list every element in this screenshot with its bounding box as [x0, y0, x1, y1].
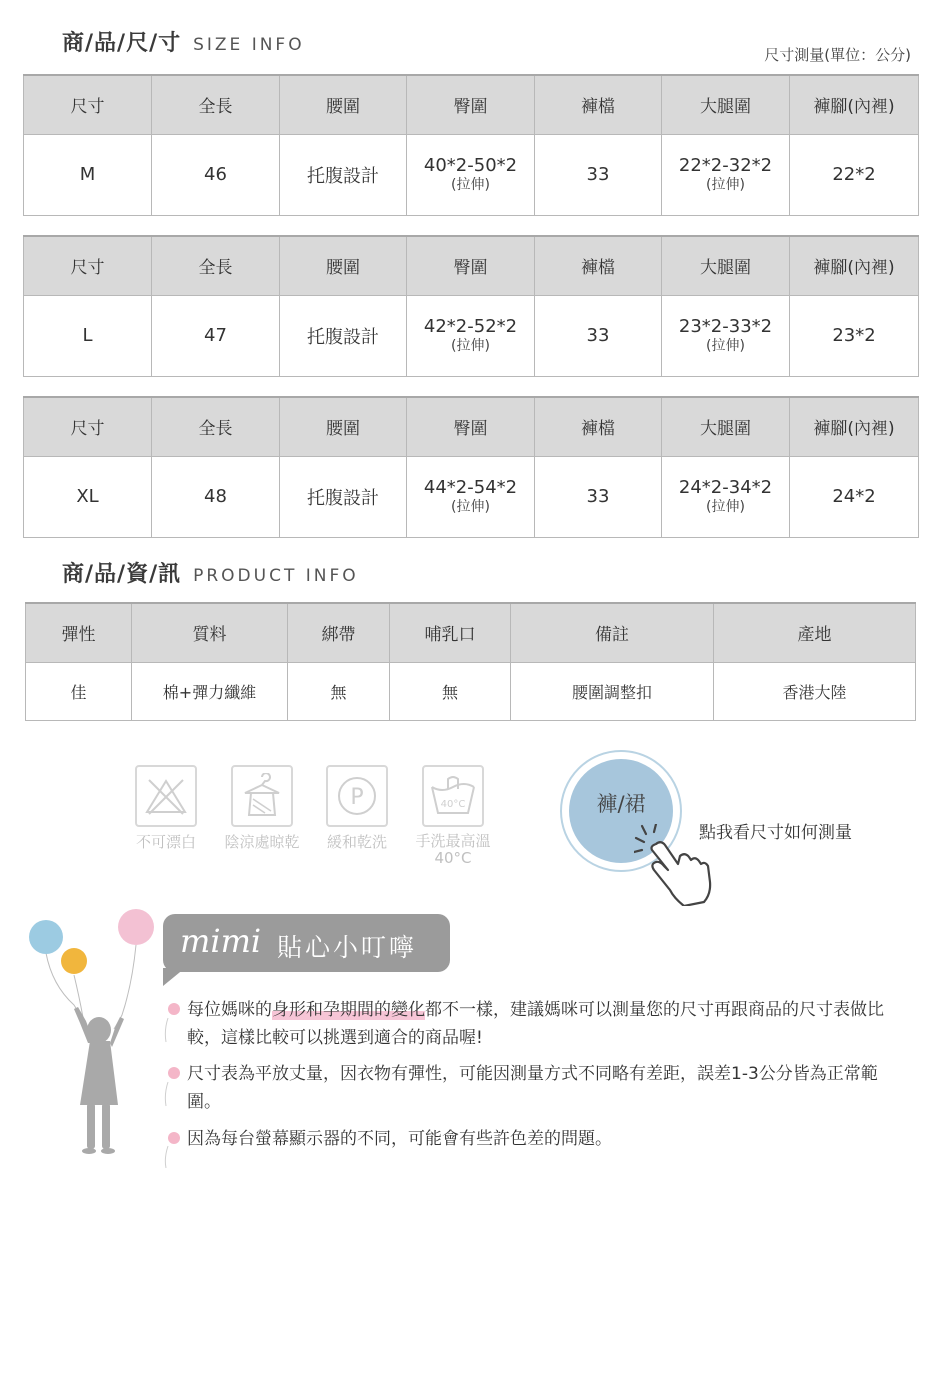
col-rise: 褲檔	[535, 236, 662, 295]
material-cell: 棉+彈力纖維	[132, 662, 288, 720]
length-cell: 48	[152, 456, 280, 537]
col-size: 尺寸	[24, 397, 152, 456]
thigh-value: 23*2-33*2	[678, 315, 773, 337]
size-table-xl	[23, 396, 919, 538]
care-hand-wash	[408, 765, 498, 867]
hip-note: (拉伸)	[451, 498, 490, 515]
thigh-value: 24*2-34*2	[678, 476, 773, 498]
tips-connector	[162, 1010, 174, 1170]
size-table-header-row	[24, 75, 919, 134]
col-length: 全長	[152, 75, 280, 134]
wash-temp: 40°C	[440, 799, 466, 810]
col-thigh: 大腿圍	[662, 75, 790, 134]
col-hem: 褲腳(內裡)	[790, 75, 919, 134]
table-row	[24, 134, 919, 215]
hip-cell	[407, 295, 535, 376]
col-origin: 產地	[714, 603, 916, 662]
product-info-title: 商/品/資/訊	[62, 562, 182, 587]
hem-cell: 24*2	[790, 456, 919, 537]
hip-cell	[407, 134, 535, 215]
hip-value: 44*2-54*2	[423, 476, 518, 498]
care-hang-dry	[216, 765, 308, 852]
col-elasticity: 彈性	[26, 603, 132, 662]
care-label: 手洗最高溫	[415, 832, 491, 850]
table-row	[26, 662, 916, 720]
hip-cell	[407, 456, 535, 537]
col-waist: 腰圍	[280, 236, 407, 295]
hip-note: (拉伸)	[451, 337, 490, 354]
table-row	[24, 295, 919, 376]
care-label-temp: 40°C	[434, 849, 472, 867]
svg-text:P: P	[350, 785, 364, 810]
col-hem: 褲腳(內裡)	[790, 397, 919, 456]
hip-value: 42*2-52*2	[423, 315, 518, 337]
rise-cell: 33	[535, 456, 662, 537]
tip1-part-a: 每位媽咪的	[187, 1000, 272, 1020]
col-material: 質料	[132, 603, 288, 662]
size-cell: XL	[24, 456, 152, 537]
bubble-tail	[163, 968, 185, 986]
size-table-m	[23, 74, 919, 216]
rise-cell: 33	[535, 295, 662, 376]
thigh-note: (拉伸)	[706, 176, 745, 193]
tip-item	[168, 1125, 908, 1153]
col-hip: 臀圍	[407, 75, 535, 134]
tip-text: 因為每台螢幕顯示器的不同，可能會有些許色差的問題。	[187, 1129, 612, 1149]
gentle-dry-clean-icon	[326, 765, 388, 827]
tips-title: 貼心小叮嚀	[277, 933, 418, 962]
col-length: 全長	[152, 236, 280, 295]
origin-cell: 香港大陸	[714, 662, 916, 720]
waist-cell: 托腹設計	[280, 456, 407, 537]
thigh-cell	[662, 456, 790, 537]
table-row	[24, 456, 919, 537]
thigh-note: (拉伸)	[706, 498, 745, 515]
tie-cell: 無	[288, 662, 390, 720]
col-tie: 綁帶	[288, 603, 390, 662]
hang-dry-shade-icon	[231, 765, 293, 827]
waist-cell: 托腹設計	[280, 295, 407, 376]
col-thigh: 大腿圍	[662, 397, 790, 456]
product-info-table	[25, 602, 916, 721]
waist-cell: 托腹設計	[280, 134, 407, 215]
col-thigh: 大腿圍	[662, 236, 790, 295]
remarks-cell: 腰圍調整扣	[511, 662, 714, 720]
nursing-cell: 無	[390, 662, 511, 720]
hem-cell: 23*2	[790, 295, 919, 376]
hand-wash-40-icon	[422, 765, 484, 827]
care-no-bleach	[128, 765, 204, 852]
care-gentle-dry-clean	[320, 765, 394, 852]
size-table-header-row	[24, 236, 919, 295]
how-to-measure-link[interactable]: 點我看尺寸如何測量	[699, 823, 852, 843]
col-waist: 腰圍	[280, 75, 407, 134]
tip1-highlight: 身形和孕期間的變化	[272, 1000, 425, 1020]
hip-value: 40*2-50*2	[423, 154, 518, 176]
tip-item	[168, 1060, 908, 1116]
thigh-cell	[662, 134, 790, 215]
size-info-title: 商/品/尺/寸	[62, 31, 182, 56]
thigh-cell	[662, 295, 790, 376]
pink-balloon-icon	[118, 909, 154, 945]
col-rise: 褲檔	[535, 397, 662, 456]
size-table-header-row	[24, 397, 919, 456]
col-nursing: 哺乳口	[390, 603, 511, 662]
girl-balloons-illustration	[22, 905, 162, 1170]
col-length: 全長	[152, 397, 280, 456]
col-size: 尺寸	[24, 75, 152, 134]
care-label: 陰涼處晾乾	[224, 833, 300, 851]
size-cell: L	[24, 295, 152, 376]
rise-cell: 33	[535, 134, 662, 215]
care-label: 緩和乾洗	[326, 833, 387, 851]
col-rise: 褲檔	[535, 75, 662, 134]
length-cell: 47	[152, 295, 280, 376]
tips-bubble	[163, 914, 450, 972]
blue-balloon-icon	[29, 920, 63, 954]
tip1-part-c: 都不一樣，建議媽咪可以測量您的尺寸再跟商品的尺寸表做比較，這樣比較可以挑選到適合的商品喔!	[187, 1000, 884, 1048]
unit-note: 尺寸測量(單位：公分)	[764, 46, 911, 64]
hem-cell: 22*2	[790, 134, 919, 215]
size-info-heading	[62, 26, 305, 57]
tip-item	[168, 996, 908, 1052]
size-cell: M	[24, 134, 152, 215]
product-info-header-row	[26, 603, 916, 662]
girl-silhouette-icon	[74, 1007, 124, 1154]
col-waist: 腰圍	[280, 397, 407, 456]
length-cell: 46	[152, 134, 280, 215]
no-bleach-icon	[135, 765, 197, 827]
product-info-heading	[62, 557, 359, 588]
thigh-value: 22*2-32*2	[678, 154, 773, 176]
col-hem: 褲腳(內裡)	[790, 236, 919, 295]
size-info-title-en: SIZE INFO	[193, 35, 305, 55]
col-hip: 臀圍	[407, 236, 535, 295]
care-label: 不可漂白	[135, 833, 196, 851]
orange-balloon-icon	[61, 948, 87, 974]
hip-note: (拉伸)	[451, 176, 490, 193]
size-table-l	[23, 235, 919, 377]
col-size: 尺寸	[24, 236, 152, 295]
tip-text	[168, 996, 908, 1052]
elasticity-cell: 佳	[26, 662, 132, 720]
thigh-note: (拉伸)	[706, 337, 745, 354]
tip-text: 尺寸表為平放丈量，因衣物有彈性，可能因測量方式不同略有差距，誤差1-3公分皆為正常範圍。	[187, 1064, 878, 1112]
col-remarks: 備註	[511, 603, 714, 662]
pants-skirt-label: 褲/裙	[569, 759, 673, 863]
product-info-title-en: PRODUCT INFO	[193, 566, 359, 586]
brand-name: mimi	[180, 922, 262, 960]
col-hip: 臀圍	[407, 397, 535, 456]
